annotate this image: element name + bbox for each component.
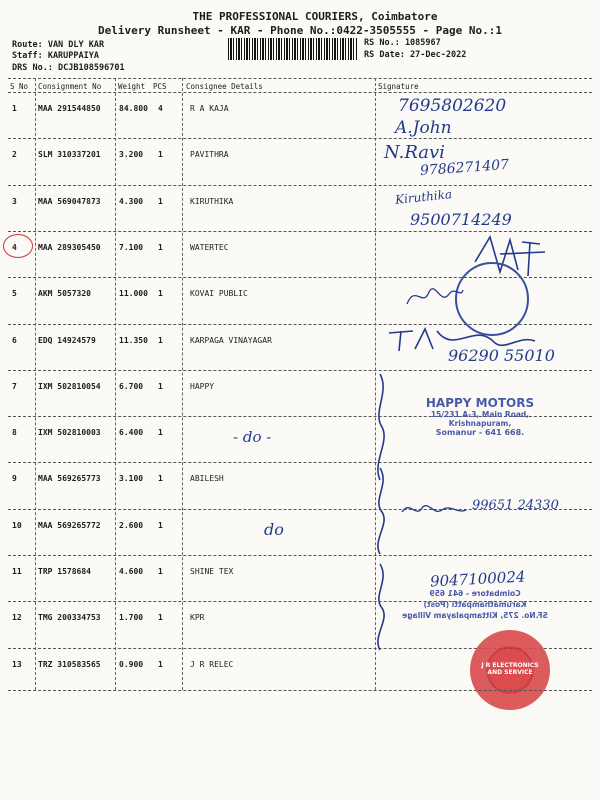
col-pcs: PCS xyxy=(153,82,167,91)
pcs-value: 4 xyxy=(158,104,163,113)
consignee-name: KARPAGA VINAYAGAR xyxy=(190,335,272,345)
row-sno: 12 xyxy=(12,613,22,623)
handwritten-ditto: do xyxy=(264,520,284,539)
handwritten-phone: 9047100024 xyxy=(429,567,526,591)
weight-value: 11.350 xyxy=(119,335,148,345)
pcs-value: 1 xyxy=(158,150,163,160)
handwritten-signature: N.Ravi xyxy=(384,142,445,163)
barcode xyxy=(228,38,358,60)
consignee-name: WATERTEC xyxy=(190,242,229,252)
consignment-number: TMG 200334753 xyxy=(38,613,101,623)
consignment-number: MAA 569265773 xyxy=(38,474,101,484)
consignee-name: SHINE TEX xyxy=(190,567,234,576)
weight-value: 6.700 xyxy=(119,381,144,391)
consignee-name: J R RELEC xyxy=(190,659,234,669)
row-sno: 2 xyxy=(12,150,17,160)
table-bottom-rule xyxy=(8,690,592,691)
table-row xyxy=(0,515,600,561)
pcs-value: 1 xyxy=(158,567,163,576)
table-top-rule xyxy=(8,78,592,79)
consignment-number: MAA 569047873 xyxy=(38,196,101,206)
consignment-number: TRP 1578684 xyxy=(38,567,91,576)
row-rule xyxy=(8,555,592,556)
weight-value: 7.100 xyxy=(119,242,144,252)
consignee-name: HAPPY xyxy=(190,381,215,391)
col-weight: Weight xyxy=(118,82,146,91)
consignee-name: KOVAI PUBLIC xyxy=(190,289,248,299)
col-signature: Signature xyxy=(378,82,419,91)
handwritten-signature: A.John xyxy=(395,118,452,138)
handwritten-signature xyxy=(405,280,465,310)
row-sno: 13 xyxy=(12,659,22,669)
consignment-number: IXM 502810054 xyxy=(38,381,101,391)
stamp-name: HAPPY MOTORS xyxy=(425,396,535,410)
row-circle-mark xyxy=(3,234,33,258)
row-rule xyxy=(8,185,592,186)
row-sno: 9 xyxy=(12,474,17,484)
weight-value: 6.400 xyxy=(119,428,144,438)
weight-value: 4.600 xyxy=(119,567,144,576)
consignee-name: R A KAJA xyxy=(190,104,229,113)
consignment-number: SLM 310337201 xyxy=(38,150,101,160)
weight-value: 3.100 xyxy=(119,474,144,484)
consignment-number: EDQ 14924579 xyxy=(38,335,96,345)
row-sno: 6 xyxy=(12,335,17,345)
red-seal-text: J R ELECTRONICS AND SERVICE xyxy=(481,662,539,676)
weight-value: 3.200 xyxy=(119,150,144,160)
handwritten-phone: 9786271407 xyxy=(419,156,510,180)
bracket-mark xyxy=(368,562,392,652)
col-consignee: Consignee Details xyxy=(186,82,263,91)
consignee-name: KPR xyxy=(190,613,205,623)
stamp-line: Coimbatore - 641 659 xyxy=(429,589,521,598)
pcs-value: 1 xyxy=(158,289,163,299)
kpr-stamp xyxy=(395,588,555,621)
row-sno: 4 xyxy=(12,242,17,252)
row-rule xyxy=(8,138,592,139)
col-sno: S No xyxy=(10,82,29,91)
table-row xyxy=(0,144,600,190)
weight-value: 1.700 xyxy=(119,613,144,623)
handwritten-signature: Kiruthika xyxy=(394,187,453,207)
weight-value: 11.000 xyxy=(119,289,148,299)
rs-number: RS No.: 1085967 xyxy=(364,38,441,48)
handwritten-ditto: - do - xyxy=(233,428,272,446)
bracket-mark xyxy=(368,466,392,556)
consignee-name: PAVITHRA xyxy=(190,150,229,160)
consignment-number: MAA 569265772 xyxy=(38,520,101,530)
stamp-address: 15/231 A-3, Main Road, Krishnapuram, xyxy=(430,410,530,428)
pcs-value: 1 xyxy=(158,659,163,669)
row-rule xyxy=(8,462,592,463)
company-title: THE PROFESSIONAL COURIERS, Coimbatore xyxy=(192,10,438,23)
runsheet-subtitle: Delivery Runsheet - KAR - Phone No.:0422-3505555 - Page No.:1 xyxy=(98,24,502,37)
row-sno: 8 xyxy=(12,428,17,438)
row-sno: 11 xyxy=(12,567,22,576)
drs-number: DRS No.: DCJB108596701 xyxy=(12,63,125,73)
table-row xyxy=(0,98,600,144)
consignment-number: MAA 289305450 xyxy=(38,242,101,252)
stamp-city: Somanur - 641 668. xyxy=(435,428,525,437)
weight-value: 4.300 xyxy=(119,196,144,206)
consignment-number: IXM 502810003 xyxy=(38,428,101,438)
pcs-value: 1 xyxy=(158,474,163,484)
row-sno: 5 xyxy=(12,289,17,299)
handwritten-phone: 99651 24330 xyxy=(472,498,559,513)
weight-value: 2.600 xyxy=(119,520,144,530)
happy-motors-stamp xyxy=(405,396,555,437)
handwritten-phone: 9500714249 xyxy=(410,210,512,229)
row-sno: 10 xyxy=(12,520,22,530)
handwritten-signature xyxy=(400,498,470,520)
row-rule xyxy=(8,370,592,371)
col-consignment: Consignment No xyxy=(38,82,102,91)
pcs-value: 1 xyxy=(158,520,163,530)
pcs-value: 1 xyxy=(158,196,163,206)
pcs-value: 1 xyxy=(158,242,163,252)
handwritten-phone: 7695802620 xyxy=(398,96,507,116)
consignee-name: ABILESH xyxy=(190,474,224,484)
pcs-value: 1 xyxy=(158,381,163,391)
pcs-value: 1 xyxy=(158,613,163,623)
rs-date: RS Date: 27-Dec-2022 xyxy=(364,50,467,60)
route-label: Route: VAN DLY KAR xyxy=(12,40,105,50)
consignment-number: AKM 5057320 xyxy=(38,289,91,299)
pcs-value: 1 xyxy=(158,428,163,438)
row-sno: 3 xyxy=(12,196,17,206)
stamp-line: Karumathampatti (Post) xyxy=(423,600,527,609)
staff-label: Staff: KARUPPAIYA xyxy=(12,51,99,61)
weight-value: 84.800 xyxy=(119,104,148,113)
header-rule xyxy=(8,92,592,93)
pcs-value: 1 xyxy=(158,335,163,345)
weight-value: 0.900 xyxy=(119,659,144,669)
row-sno: 7 xyxy=(12,381,17,391)
handwritten-phone: 96290 55010 xyxy=(448,346,555,365)
stamp-line: SF.No. 275, Kittampalayam Village xyxy=(402,611,548,620)
row-sno: 1 xyxy=(12,104,17,113)
consignment-number: TRZ 310583565 xyxy=(38,659,101,669)
consignee-name: KIRUTHIKA xyxy=(190,196,234,206)
consignment-number: MAA 291544850 xyxy=(38,104,101,113)
